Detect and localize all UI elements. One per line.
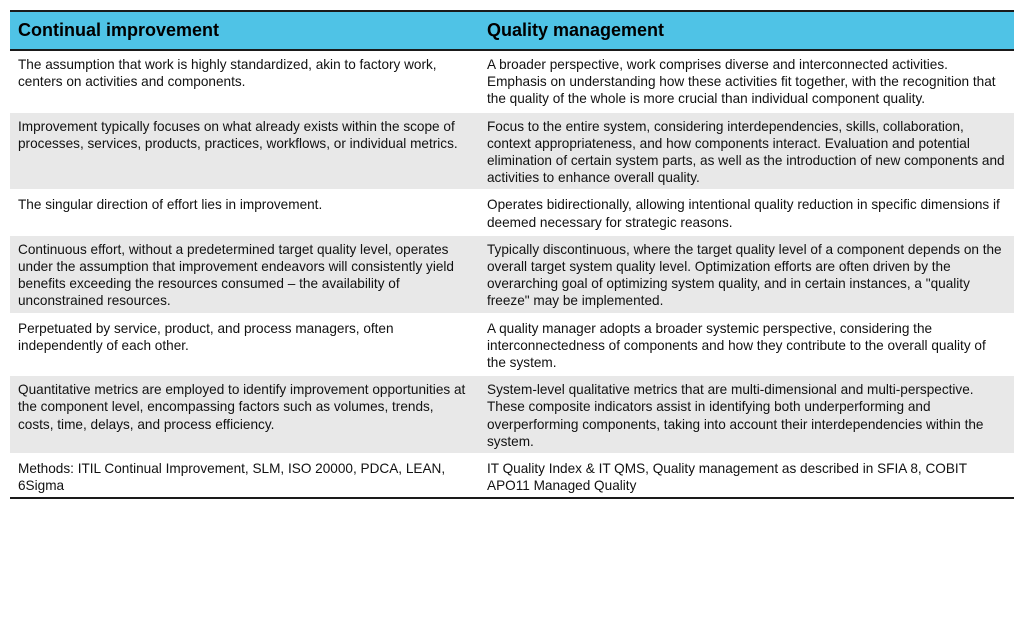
table-row xyxy=(10,190,1014,234)
cell-continual-improvement: The singular direction of effort lies in improvement. xyxy=(10,190,479,234)
table-header xyxy=(10,12,1014,50)
comparison-table-wrapper xyxy=(10,10,1014,499)
cell-continual-improvement: Continuous effort, without a predetermined target quality level, operates under the assumption that improvement endeavors will consistently yield benefits exceeding the resources consumed – the availability of unconstrained resources. xyxy=(10,235,479,314)
table-row xyxy=(10,235,1014,314)
cell-continual-improvement: Improvement typically focuses on what already exists within the scope of processes, services, products, practices, workflows, or individual metrics. xyxy=(10,112,479,191)
cell-continual-improvement: Perpetuated by service, product, and process managers, often independently of each other. xyxy=(10,314,479,376)
table-row xyxy=(10,50,1014,112)
cell-quality-management: Typically discontinuous, where the target quality level of a component depends on the overall target system quality level. Optimization efforts are often driven by the overarching goal of optimizing system quality, and in certain instances, a "quality freeze" may be implemented. xyxy=(479,235,1014,314)
header-continual-improvement: Continual improvement xyxy=(10,12,479,50)
cell-continual-improvement: The assumption that work is highly standardized, akin to factory work, centers on activities and components. xyxy=(10,50,479,112)
table-row xyxy=(10,375,1014,454)
cell-quality-management: A quality manager adopts a broader systemic perspective, considering the interconnectedness of components and how they contribute to the overall quality of the system. xyxy=(479,314,1014,376)
table-body xyxy=(10,50,1014,497)
cell-quality-management: Focus to the entire system, considering interdependencies, skills, collaboration, context appropriateness, and how components interact. Evaluation and potential elimination of certain system parts, as well as the introduction of new components and activities to enhance overall quality. xyxy=(479,112,1014,191)
cell-quality-management: Operates bidirectionally, allowing intentional quality reduction in specific dimensions if deemed necessary for strategic reasons. xyxy=(479,190,1014,234)
comparison-table xyxy=(10,12,1014,497)
cell-quality-management: System-level qualitative metrics that are multi-dimensional and multi-perspective. These composite indicators assist in identifying both underperforming and overperforming components, taking into account their interdependencies within the system. xyxy=(479,375,1014,454)
header-row xyxy=(10,12,1014,50)
cell-continual-improvement: Methods: ITIL Continual Improvement, SLM, ISO 20000, PDCA, LEAN, 6Sigma xyxy=(10,454,479,497)
table-row xyxy=(10,454,1014,497)
cell-quality-management: IT Quality Index & IT QMS, Quality management as described in SFIA 8, COBIT APO11 Managed Quality xyxy=(479,454,1014,497)
table-row xyxy=(10,112,1014,191)
table-row xyxy=(10,314,1014,376)
cell-continual-improvement: Quantitative metrics are employed to identify improvement opportunities at the component level, encompassing factors such as volumes, trends, costs, time, delays, and process efficiency. xyxy=(10,375,479,454)
cell-quality-management: A broader perspective, work comprises diverse and interconnected activities. Emphasis on understanding how these activities fit together, with the recognition that the quality of the whole is more crucial than individual component quality. xyxy=(479,50,1014,112)
header-quality-management: Quality management xyxy=(479,12,1014,50)
